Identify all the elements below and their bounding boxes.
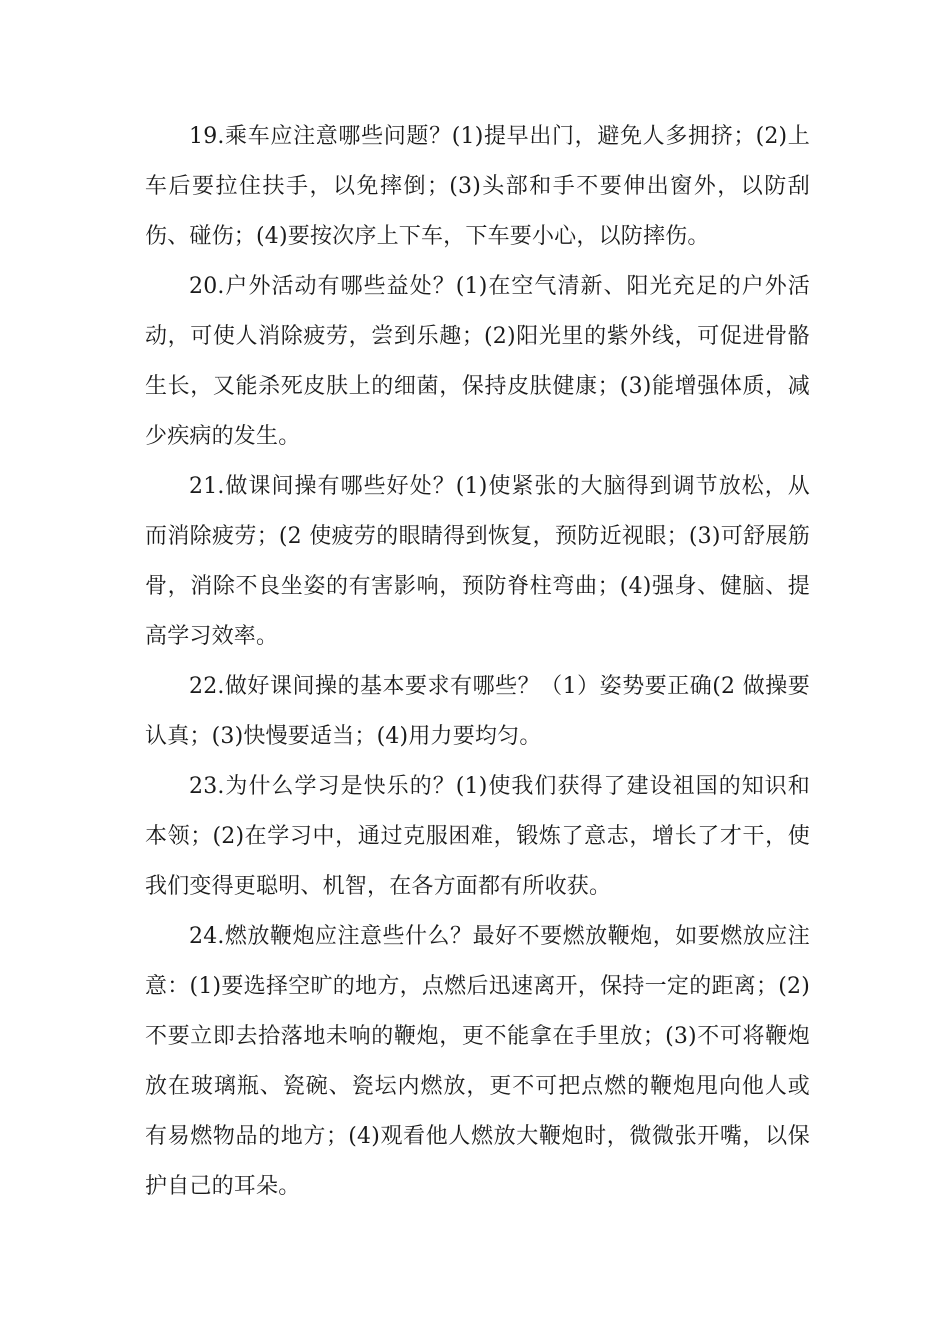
paragraph-23: 23.为什么学习是快乐的？(1)使我们获得了建设祖国的知识和本领；(2)在学习中，通过克服困难，锻炼了意志，增长了才干，使我们变得更聪明、机智，在各方面都有所收获。 — [145, 774, 810, 899]
paragraph-19: 19.乘车应注意哪些问题？(1)提早出门，避免人多拥挤；(2)上车后要拉住扶手，以免摔倒；(3)头部和手不要伸出窗外，以防刮伤、碰伤；(4)要按次序上下车，下车要小心，以防摔伤。 — [145, 124, 810, 249]
paragraph-21: 21.做课间操有哪些好处？(1)使紧张的大脑得到调节放松，从而消除疲劳；(2 使疲劳的眼睛得到恢复，预防近视眼；(3)可舒展筋骨，消除不良坐姿的有害影响，预防脊柱弯曲；(4)强身、健脑、提高学习效率。 — [145, 474, 810, 649]
paragraph-22: 22.做好课间操的基本要求有哪些？（1）姿势要正确(2 做操要认真；(3)快慢要适当；(4)用力要均匀。 — [145, 674, 810, 749]
paragraph-24: 24.燃放鞭炮应注意些什么？最好不要燃放鞭炮，如要燃放应注意：(1)要选择空旷的地方，点燃后迅速离开，保持一定的距离；(2)不要立即去拾落地未响的鞭炮，更不能拿在手里放；(3)不可将鞭炮放在玻璃瓶、瓷碗、瓷坛内燃放，更不可把点燃的鞭炮甩向他人或有易燃物品的地方；(4)观看他人燃放大鞭炮时，微微张开嘴，以保护自己的耳朵。 — [145, 924, 810, 1199]
document-body — [145, 112, 810, 1212]
paragraph-20: 20.户外活动有哪些益处？(1)在空气清新、阳光充足的户外活动，可使人消除疲劳，尝到乐趣；(2)阳光里的紫外线，可促进骨骼生长，又能杀死皮肤上的细菌，保持皮肤健康；(3)能增强体质，减少疾病的发生。 — [145, 274, 810, 449]
